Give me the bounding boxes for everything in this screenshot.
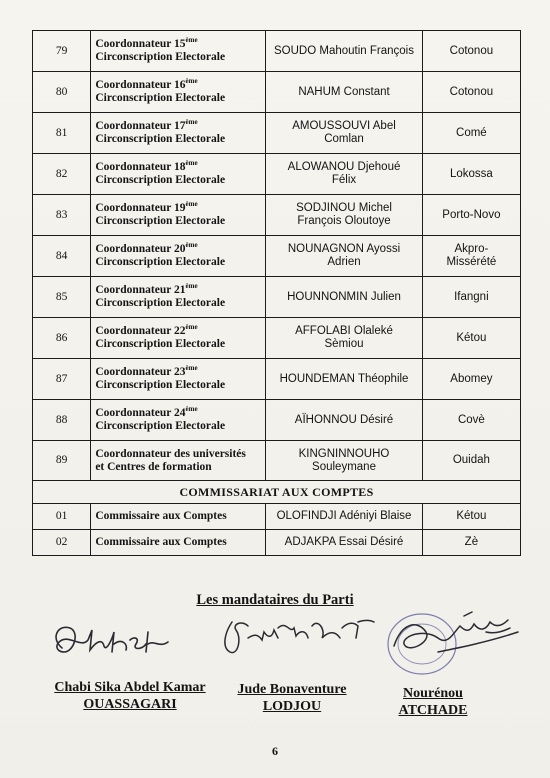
row-location <box>422 195 520 236</box>
role-line-2: Circonscription Electorale <box>95 174 226 186</box>
name-line-2: Comlan <box>324 133 364 145</box>
role-line-1: Coordonnateur 17 <box>95 120 186 132</box>
table-row <box>33 504 521 530</box>
role-line-2: Circonscription Electorale <box>95 256 226 268</box>
name-line-1: AMOUSSOUVI Abel <box>292 120 396 132</box>
name-line-1: AÏHONNOU Désiré <box>294 413 394 426</box>
location-line-1: Ifangni <box>454 290 489 303</box>
signature-ouassagari <box>48 618 176 664</box>
ordinal-suffix: ème <box>185 241 198 249</box>
location-line-1: Ouidah <box>452 454 490 466</box>
signer-lodjou <box>222 681 362 715</box>
role-line-2: Circonscription Electorale <box>95 420 226 432</box>
location-line-1: Cotonou <box>449 85 494 98</box>
row-location <box>422 441 520 481</box>
role-line-2: Circonscription Electorale <box>95 297 226 309</box>
name-line-1: HOUNDEMAN Théophile <box>279 372 409 385</box>
row-number: 82 <box>33 154 91 195</box>
ordinal-suffix: ème <box>185 118 198 126</box>
row-number: 80 <box>33 72 91 113</box>
row-location <box>422 154 520 195</box>
location-line-1: Abomey <box>450 372 493 385</box>
role-line-1: Coordonnateur 19 <box>95 202 186 214</box>
row-number: 89 <box>33 441 91 481</box>
role-line-2: Circonscription Electorale <box>95 379 226 391</box>
name-line-1: AFFOLABI Olaleké <box>295 325 393 337</box>
role-line-2: Circonscription Electorale <box>95 51 226 63</box>
location-line-1: Comé <box>456 126 487 139</box>
row-role <box>91 72 266 113</box>
row-role <box>91 400 266 441</box>
location-line-1: Porto-Novo <box>442 208 501 221</box>
name-line-1: SOUDO Mahoutin François <box>274 44 414 57</box>
section-row <box>33 481 521 504</box>
section-title: COMMISSARIAT AUX COMPTES <box>33 481 521 504</box>
role-line-1: Coordonnateur 22 <box>95 325 186 337</box>
row-name <box>266 400 423 441</box>
name-line-1: ALOWANOU Djehoué <box>287 161 401 173</box>
row-location <box>422 72 520 113</box>
row-name <box>266 441 423 481</box>
role-line-1: Coordonnateur des universités <box>95 447 246 460</box>
row-role: Commissaire aux Comptes <box>91 504 266 530</box>
table-row <box>33 195 521 236</box>
role-line-1: Coordonnateur 18 <box>95 161 186 173</box>
table-row <box>33 154 521 195</box>
table-row <box>33 318 521 359</box>
row-number: 88 <box>33 400 91 441</box>
signer-surname: OUASSAGARI <box>83 697 177 712</box>
row-location <box>422 113 520 154</box>
role-line-1: Coordonnateur 23 <box>95 366 186 378</box>
role-line-2: Circonscription Electorale <box>95 215 226 227</box>
signer-surname: LODJOU <box>262 699 322 714</box>
location-line-1: Kétou <box>456 331 487 344</box>
row-location <box>422 359 520 400</box>
ordinal-suffix: ème <box>185 200 198 208</box>
coordinators-table <box>32 30 521 556</box>
table-row <box>33 72 521 113</box>
row-number: 83 <box>33 195 91 236</box>
row-name <box>266 113 423 154</box>
table-row <box>33 277 521 318</box>
page-number: 6 <box>272 744 278 758</box>
row-role <box>91 154 266 195</box>
name-line-2: Félix <box>331 174 357 186</box>
row-name: ADJAKPA Essai Désiré <box>266 530 423 556</box>
name-line-2: Sèmiou <box>324 338 364 350</box>
name-line-2: Souleymane <box>312 460 376 473</box>
row-role <box>91 318 266 359</box>
role-line-1: Coordonnateur 21 <box>95 284 186 296</box>
row-name <box>266 31 423 72</box>
row-role <box>91 277 266 318</box>
row-number: 79 <box>33 31 91 72</box>
coordinators-table-body <box>33 31 521 556</box>
signer-name-line: Jude Bonaventure <box>237 682 347 697</box>
role-line-2: Circonscription Electorale <box>95 133 226 145</box>
table-row <box>33 236 521 277</box>
table-row <box>33 113 521 154</box>
row-role <box>91 236 266 277</box>
row-name <box>266 359 423 400</box>
row-name <box>266 318 423 359</box>
ordinal-suffix: ème <box>185 364 198 372</box>
row-location <box>422 31 520 72</box>
role-line-2: Circonscription Electorale <box>95 92 226 104</box>
location-line-1: Cotonou <box>449 44 494 57</box>
row-number: 01 <box>33 504 91 530</box>
row-name <box>266 277 423 318</box>
ordinal-suffix: ème <box>185 405 198 413</box>
row-location: Zè <box>422 530 520 556</box>
row-name <box>266 154 423 195</box>
row-location <box>422 236 520 277</box>
role-line-1: Coordonnateur 20 <box>95 243 186 255</box>
name-line-1: SODJINOU Michel <box>296 202 392 214</box>
table-row <box>33 31 521 72</box>
ordinal-suffix: ème <box>185 36 198 44</box>
name-line-1: KINGNINNOUHO <box>298 447 390 460</box>
signer-surname: ATCHADE <box>398 703 468 718</box>
ordinal-suffix: ème <box>185 282 198 290</box>
row-number: 87 <box>33 359 91 400</box>
row-role <box>91 359 266 400</box>
name-line-1: NAHUM Constant <box>298 85 390 98</box>
row-number: 02 <box>33 530 91 556</box>
name-line-2: Adrien <box>327 256 361 268</box>
role-line-2: et Centres de formation <box>95 460 212 473</box>
signatories-heading: Les mandataires du Parti <box>196 592 354 608</box>
ordinal-suffix: ème <box>185 323 198 331</box>
row-location: Kétou <box>422 504 520 530</box>
role-line-1: Coordonnateur 16 <box>95 79 186 91</box>
row-name <box>266 72 423 113</box>
row-name <box>266 195 423 236</box>
role-line-1: Coordonnateur 24 <box>95 407 186 419</box>
row-location <box>422 277 520 318</box>
location-line-2: Missérété <box>446 256 497 268</box>
table-row <box>33 400 521 441</box>
location-line-1: Covè <box>457 413 485 426</box>
signature-atchade <box>368 602 528 682</box>
row-role <box>91 31 266 72</box>
row-number: 86 <box>33 318 91 359</box>
row-role: Commissaire aux Comptes <box>91 530 266 556</box>
table-row <box>33 441 521 481</box>
row-role <box>91 195 266 236</box>
signer-ouassagari <box>38 679 222 713</box>
row-name <box>266 236 423 277</box>
signer-name-line: Chabi Sika Abdel Kamar <box>54 680 206 695</box>
row-location <box>422 318 520 359</box>
ordinal-suffix: ème <box>185 77 198 85</box>
signer-name-line: Nourénou <box>403 686 463 701</box>
name-line-1: HOUNNONMIN Julien <box>287 290 401 303</box>
role-line-1: Coordonnateur 15 <box>95 38 186 50</box>
name-line-2: François Oloutoye <box>297 215 391 227</box>
signer-atchade <box>378 685 488 719</box>
location-line-1: Lokossa <box>449 167 493 180</box>
name-line-1: NOUNAGNON Ayossi <box>287 243 401 255</box>
row-number: 81 <box>33 113 91 154</box>
row-location <box>422 400 520 441</box>
ordinal-suffix: ème <box>185 159 198 167</box>
row-name: OLOFINDJI Adéniyi Blaise <box>266 504 423 530</box>
role-line-2: Circonscription Electorale <box>95 338 226 350</box>
signature-lodjou <box>208 608 378 666</box>
location-line-1: Akpro- <box>454 243 489 255</box>
row-role <box>91 113 266 154</box>
table-row <box>33 530 521 556</box>
table-row <box>33 359 521 400</box>
row-role <box>91 441 266 481</box>
row-number: 85 <box>33 277 91 318</box>
row-number: 84 <box>33 236 91 277</box>
